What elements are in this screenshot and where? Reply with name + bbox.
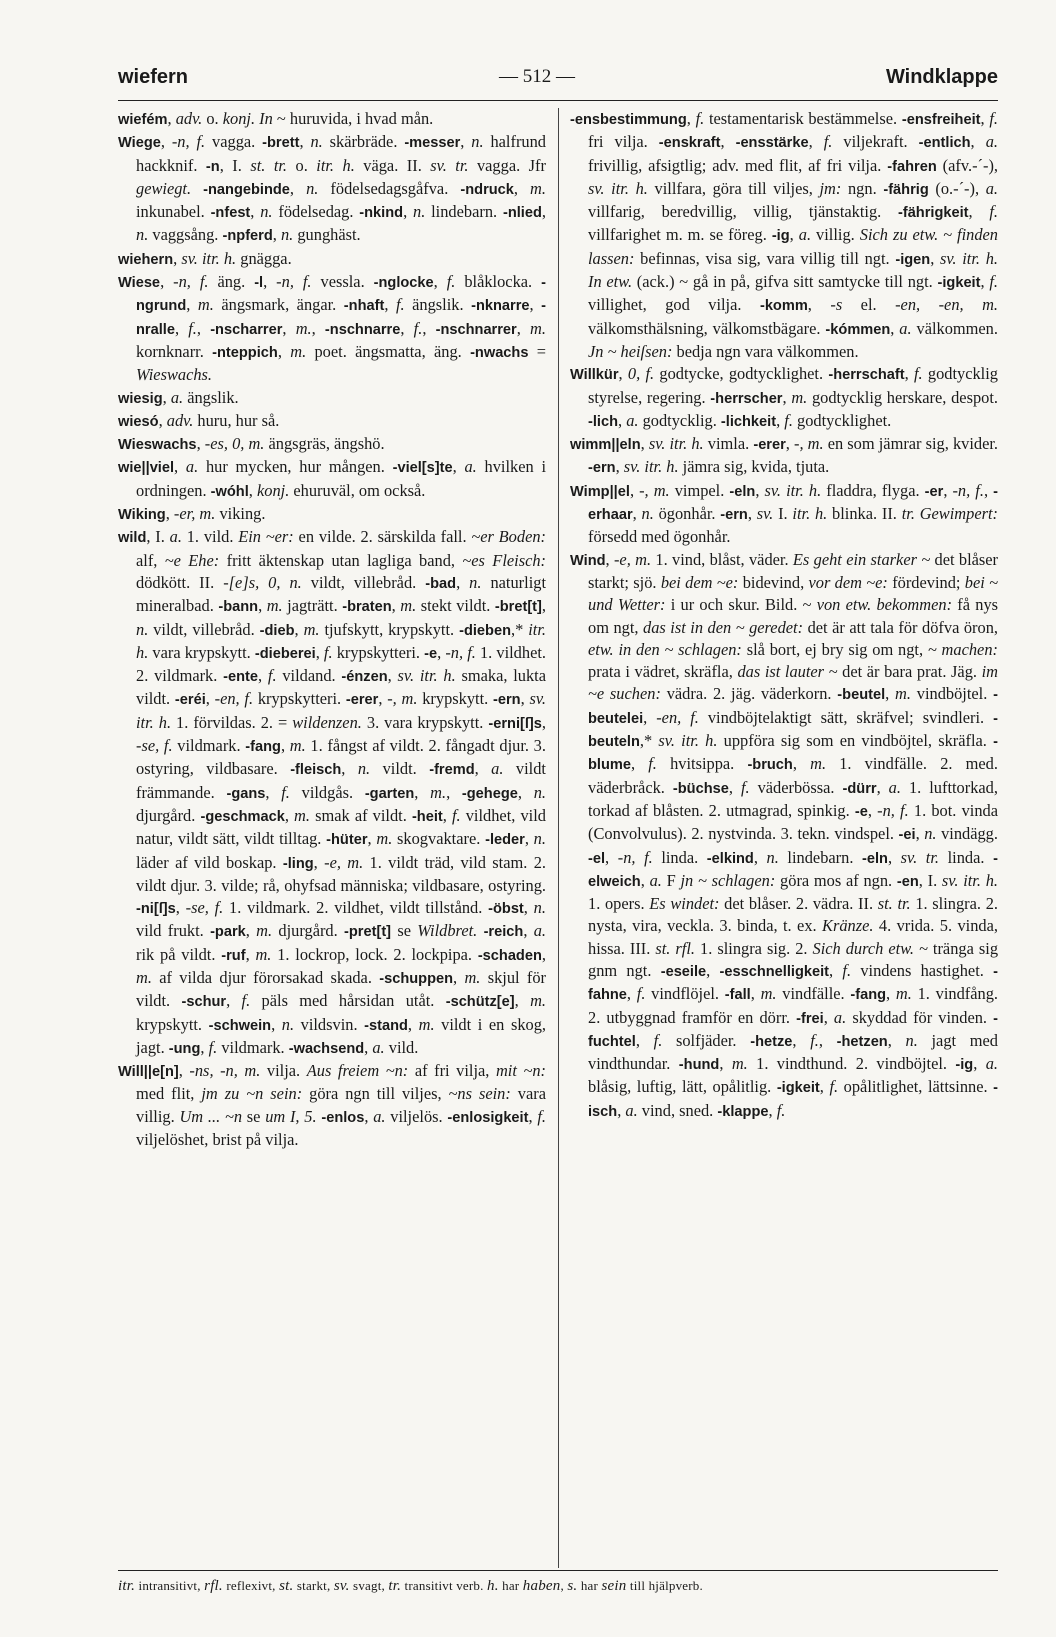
- dictionary-entry: Willkür, 0, f. godtycke, godtycklighet. -herrschaft, f. godtycklig styrelse, regering. -herrscher, m. godtycklig herskare, despot. -lich, a. godtycklig. -lichkeit, f. godtycklighet.: [570, 364, 998, 430]
- footer-rule: [118, 1570, 998, 1571]
- dictionary-entry: wie||viel, a. hur mycken, hur mången. -viel[s]te, a. hvilken i ordningen. -wóhl, konj. ehuruväl, om också.: [118, 457, 546, 500]
- dictionary-entry: wiefém, adv. o. konj. In ~ huruvida, i hvad mån.: [118, 109, 434, 128]
- dictionary-entry: -ensbestimmung, f. testamentarisk bestämmelse. -ensfreiheit, f. fri vilja. -enskraft, -ensstärke, f. viljekraft. -entlich, a. frivillig, afsigtlig; adv. med flit, af fri vilja. -fahren (afv.-´-), sv. itr. h. villfara, göra till viljes, jm: ngn. -fährig (o.-´-), a. villfarig, beredvillig, villig, tjänstaktig. -fährigkeit, f. villfarighet m. m. se föreg. -ig, a. villig. Sich zu etw. ~ finden lassen: befinnas, visa sig, vara villig till ngt. -igen, sv. itr. h. In etw. (ack.) ~ gå in på, gifva sitt samtycke till ngt. -igkeit, f. villighet, god vilja. -komm, -s el. -en, -en, m. välkomsthälsning, välkomstbägare. -kómmen, a. välkommen. Jn ~ heiſsen: bedja ngn vara välkommen.: [570, 109, 999, 361]
- dictionary-entry: Wimp||el, -, m. vimpel. -eln, sv. itr. h. fladdra, flyga. -er, -n, f., -erhaar, n. ögonhår. -ern, sv. I. itr. h. blinka. II. tr. Gewimpert: försedd med ögonhår.: [570, 480, 998, 547]
- dictionary-entry: Will||e[n], -ns, -n, m. vilja. Aus freiem ~n: af fri vilja, mit ~n: med flit, jm zu ~n sein: göra ngn till viljes, ~ns sein: vara villig. Um ... ~n se um I, 5. -enlos, a. viljelös. -enlosigkeit, f. viljelöshet, brist på vilja.: [118, 1061, 546, 1150]
- dictionary-entry: wiesig, a. ängslik.: [118, 387, 239, 407]
- dictionary-entry: Wieswachs, -es, 0, m. ängsgräs, ängshö.: [118, 434, 385, 454]
- column-divider: [558, 108, 559, 1568]
- dictionary-entry: wiehern, sv. itr. h. gnägga.: [118, 248, 292, 268]
- dictionary-entry: wiesó, adv. huru, hur så.: [118, 410, 280, 430]
- page-header: [118, 62, 998, 92]
- right-column: [570, 108, 998, 1123]
- dictionary-entry: wimm||eln, sv. itr. h. vimla. -erer, -, m. en som jämrar sig, kvider. -ern, sv. itr. h. jämra sig, kvida, tjuta.: [570, 434, 999, 477]
- dictionary-entry: Wind, -e, m. 1. vind, blåst, väder. Es geht ein starker ~ det blåser starkt; sjö. bei dem ~e: bidevind, vor dem ~e: fördevind; bei ~ und Wetter: i ur och skur. Bild. ~ von etw. bekommen: få nys om ngt, das ist in den ~ geredet: det är att tala för döfva öron, etw. in den ~ schlagen: slå bort, ej bry sig om ngt, ~ machen: prata i vädret, skräfla, das ist lauter ~ det är bara prat. Jäg. im ~e suchen: vädra. 2. jäg. väderkorn. -beutel, m. vindböjtel. -beutelei, -en, f. vindböjtelaktigt sätt, skräfvel; svindleri. -beuteln,* sv. itr. h. uppföra sig som en vindböjtel, skräfla. -blume, f. hvitsippa. -bruch, m. 1. vindfälle. 2. med. väderbråck. -büchse, f. väderbössa. -dürr, a. 1. lufttorkad, torkad af blåsten. 2. utmagrad, spinkig. -e, -n, f. 1. bot. vinda (Convolvulus). 2. nystvinda. 3. tekn. vindspel. -ei, n. vindägg. -el, -n, f. linda. -elkind, n. lindebarn. -eln, sv. tr. linda. -elweich, a. F jn ~ schlagen: göra mos af ngn. -en, I. sv. itr. h. 1. opers. Es windet: det blåser. 2. vädra. II. st. tr. 1. slingra. 2. nysta, vira, veckla. 3. binda, t. ex. Kränze. 4. vrida. 5. vinda, hissa. III. st. rfl. 1. slingra sig. 2. Sich durch etw. ~ tränga sig gnm ngt. -eseile, -esschnelligkeit, f. vindens hastighet. -fahne, f. vindflöjel. -fall, m. vindfälle. -fang, m. 1. vindfång. 2. utbyggnad framför en dörr. -frei, a. skyddad för vinden. -fuchtel, f. solfjäder. -hetze, f., -hetzen, n. jagt med vindthundar. -hund, m. 1. vindthund. 2. vindböjtel. -ig, a. blåsig, luftig, lätt, opålitlig. -igkeit, f. opålitlighet, lättsinne. -isch, a. vind, sned. -klappe, f.: [570, 549, 999, 1120]
- dictionary-entry: wild, I. a. 1. vild. Ein ~er: en vilde. 2. särskilda fall. ~er Boden: alf, ~e Ehe: fritt äktenskap utan lagliga band, ~es Fleisch: dödkött. II. -[e]s, 0, n. vildt, villebråd. -bad, n. naturligt mineralbad. -bann, m. jagträtt. -braten, m. stekt vildt. -bret[t], n. vildt, villebråd. -dieb, m. tjufskytt, krypskytt. -dieben,* itr. h. vara krypskytt. -dieberei, f. krypskytteri. -e, -n, f. 1. vildhet. 2. vildmark. -ente, f. vildand. -énzen, sv. itr. h. smaka, lukta vildt. -eréi, -en, f. krypskytteri. -erer, -, m. krypskytt. -ern, sv. itr. h. 1. förvildas. 2. = wildenzen. 3. vara krypskytt. -erni[ſ]s, -se, f. vildmark. -fang, m. 1. fångst af vildt. 2. fångadt djur. 3. ostyring, vildbasare. -fleisch, n. vildt. -fremd, a. vildt främmande. -gans, f. vildgås. -garten, m., -gehege, n. djurgård. -geschmack, m. smak af vildt. -heit, f. vildhet, vild natur, vildt sätt, vildt tilltag. -hüter, m. skogvaktare. -leder, n. läder af vild boskap. -ling, -e, m. 1. vildt träd, vild stam. 2. vildt djur. 3. vilde; rå, ohyfsad människa; vildbasare, ostyring. -ni[ſ]s, -se, f. 1. vildmark. 2. vildhet, vildt tillstånd. -öbst, n. vild frukt. -park, m. djurgård. -pret[t] se Wildbret. -reich, a. rik på vildt. -ruf, m. 1. lockrop, lock. 2. lockpipa. -schaden, m. af vilda djur förorsakad skada. -schuppen, m. skjul för vildt. -schur, f. päls med hårsidan utåt. -schütz[e], m. krypskytt. -schwein, n. vildsvin. -stand, m. vildt i en skog, jagt. -ung, f. vildmark. -wachsend, a. vild.: [118, 527, 547, 1057]
- header-right-keyword: Windklappe: [885, 65, 998, 88]
- header-rule: [118, 100, 998, 101]
- header-left-keyword: wiefern: [118, 65, 189, 88]
- left-column: [118, 108, 546, 1151]
- dictionary-entry: Wiege, -n, f. vagga. -brett, n. skärbräde. -messer, n. halfrund hackknif. -n, I. st. tr. o. itr. h. väga. II. sv. tr. vagga. Jfr gewiegt. -nangebinde, n. födelsedagsgåfva. -ndruck, m. inkunabel. -nfest, n. födelsedag. -nkind, n. lindebarn. -nlied, n. vaggsång. -npferd, n. gunghäst.: [118, 132, 546, 245]
- dictionary-entry: Wiese, -n, f. äng. -l, -n, f. vessla. -nglocke, f. blåklocka. -ngrund, m. ängsmark, ängar. -nhaft, f. ängslik. -nknarre, -nralle, f., -nscharrer, m., -nschnarre, f., -nschnarrer, m. kornknarr. -nteppich, m. poet. ängsmatta, äng. -nwachs = Wieswachs.: [118, 272, 547, 385]
- page-number: — 512 —: [498, 66, 575, 87]
- dictionary-entry: Wiking, -er, m. viking.: [118, 504, 266, 524]
- dictionary-page: [118, 62, 999, 1594]
- abbreviation-footer: itr. intransitivt, rfl. reflexivt, st. starkt, sv. svagt, tr. transitivt verb. h. har haben, s. har sein till hjälpverb.: [118, 1578, 703, 1594]
